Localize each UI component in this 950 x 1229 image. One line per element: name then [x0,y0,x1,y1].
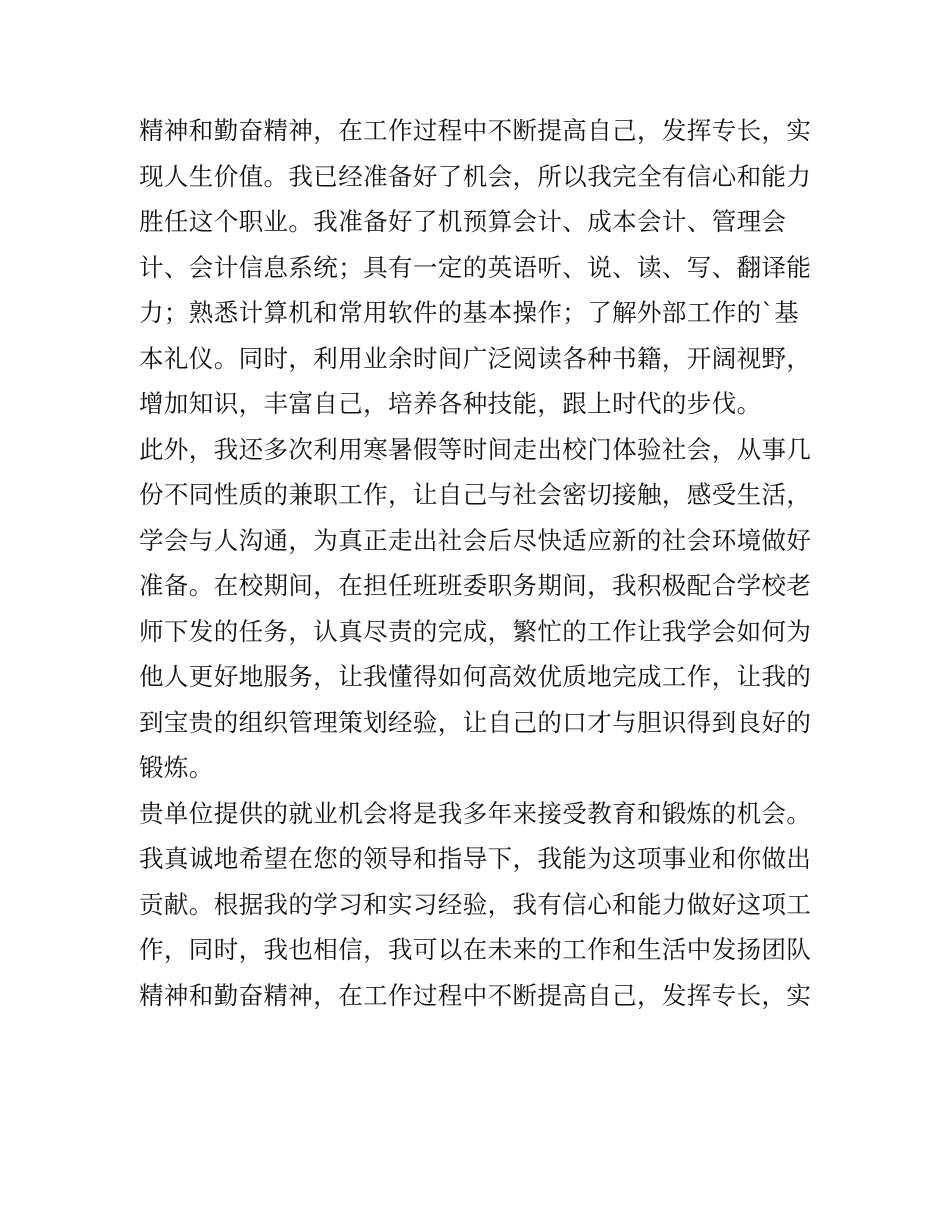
text-line: 本礼仪。同时，利用业余时间广泛阅读各种书籍，开阔视野， [139,343,812,373]
text-line: 精神和勤奋精神，在工作过程中不断提高自己，发挥专长，实 [139,980,812,1010]
text-line: 作，同时，我也相信，我可以在未来的工作和生活中发扬团队 [139,935,812,964]
document-body [139,108,819,1018]
text-line: 贡献。根据我的学习和实习经验，我有信心和能力做好这项工 [139,889,812,919]
text-line: 他人更好地服务，让我懂得如何高效优质地完成工作，让我的 [139,662,812,691]
text-line: 到宝贵的组织管理策划经验，让自己的口才与胆识得到良好的 [139,707,812,737]
text-line: 贵单位提供的就业机会将是我多年来接受教育和锻炼的机会。 [139,798,812,828]
text-line: 此外，我还多次利用寒暑假等时间走出校门体验社会，从事几 [139,434,812,464]
text-line: 准备。在校期间，在担任班班委职务期间，我积极配合学校老 [139,571,812,600]
text-line: 计、会计信息系统；具有一定的英语听、说、读、写、翻译能 [139,252,812,282]
text-line: 胜任这个职业。我准备好了机预算会计、成本会计、管理会 [139,207,787,236]
text-line: 学会与人沟通，为真正走出社会后尽快适应新的社会环境做好 [139,525,812,555]
text-line: 力；熟悉计算机和常用软件的基本操作；了解外部工作的`基 [139,298,800,327]
text-line: 精神和勤奋精神，在工作过程中不断提高自己，发挥专长，实 [139,116,812,145]
text-line: 锻炼。 [139,753,214,782]
text-line: 增加知识，丰富自己，培养各种技能，跟上时代的步伐。 [139,389,762,418]
text-line: 师下发的任务，认真尽责的完成，繁忙的工作让我学会如何为 [139,616,812,646]
text-line: 我真诚地希望在您的领导和指导下，我能为这项事业和你做出 [139,844,812,873]
text-line: 现人生价值。我已经准备好了机会，所以我完全有信心和能力 [139,161,812,191]
text-line: 份不同性质的兼职工作，让自己与社会密切接触，感受生活， [139,480,812,509]
